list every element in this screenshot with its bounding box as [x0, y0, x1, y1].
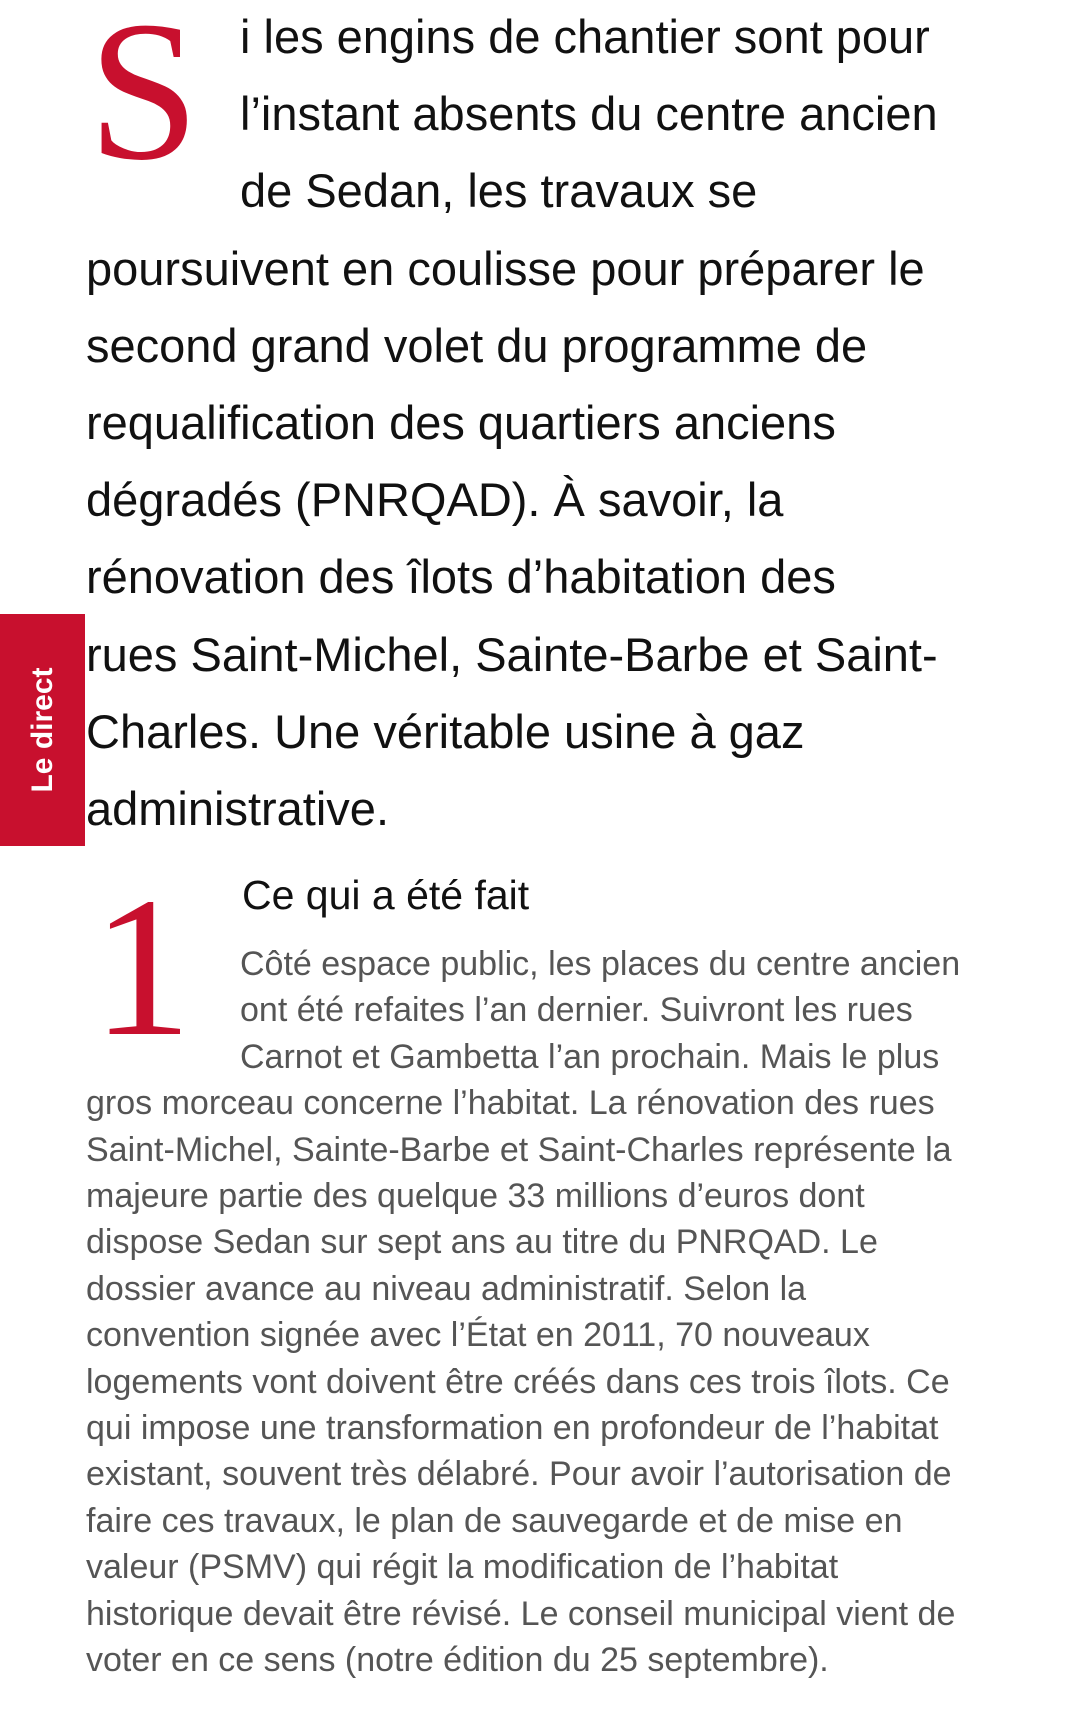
text-line: i les engins de chantier sont pour	[240, 10, 930, 63]
drop-cap: S	[88, 0, 200, 202]
section-number: 1	[92, 857, 192, 1078]
text-line: de Sedan, les travaux se	[240, 164, 758, 218]
text-line: qui impose une transformation en profondeur de l’habitat	[86, 1409, 939, 1447]
text-line: administrative.	[86, 782, 389, 835]
text-line: majeure partie des quelque 33 millions d’euros dont	[86, 1177, 865, 1215]
text-line: convention signée avec l’État en 2011, 70 nouveaux	[86, 1316, 870, 1355]
text-line: Saint-Michel, Sainte-Barbe et Saint-Charles représente la	[86, 1130, 952, 1169]
text-line: l’instant absents du centre ancien	[240, 87, 938, 141]
text-line: rénovation des îlots d’habitation des	[86, 550, 836, 604]
text-line: ont été refaites l’an dernier. Suivront les rues	[240, 991, 913, 1030]
text-line: voter en ce sens (notre édition du 25 septembre).	[86, 1641, 829, 1679]
text-line: dispose Sedan sur sept ans au titre du PNRQAD. Le	[86, 1223, 878, 1262]
text-line: existant, souvent très délabré. Pour avoir l’autorisation de	[86, 1455, 952, 1494]
live-tab-button[interactable]	[0, 614, 85, 846]
text-line: dossier avance au niveau administratif. Selon la	[86, 1269, 807, 1308]
text-line: Côté espace public, les places du centre ancien	[240, 945, 961, 983]
text-line: dégradés (PNRQAD). À savoir, la	[86, 473, 784, 527]
section-title: Ce qui a été fait	[242, 872, 530, 918]
text-line: faire ces travaux, le plan de sauvegarde et de mise en	[86, 1501, 903, 1540]
text-line: requalification des quartiers anciens	[86, 396, 836, 449]
text-line: rues Saint-Michel, Sainte-Barbe et Saint-	[86, 627, 938, 681]
text-line: poursuivent en coulisse pour préparer le	[86, 241, 925, 295]
text-line: logements vont doivent être créés dans ces trois îlots. Ce	[86, 1362, 950, 1401]
text-line: Carnot et Gambetta l’an prochain. Mais le plus	[240, 1037, 940, 1076]
text-line: gros morceau concerne l’habitat. La rénovation des rues	[86, 1084, 935, 1123]
text-line: Charles. Une véritable usine à gaz	[86, 704, 805, 758]
text-line: valeur (PSMV) qui régit la modification de l’habitat	[86, 1548, 839, 1587]
text-line: second grand volet du programme de	[86, 318, 868, 372]
live-tab-label: Le direct	[25, 667, 59, 793]
text-line: historique devait être révisé. Le conseil municipal vient de	[86, 1594, 956, 1633]
